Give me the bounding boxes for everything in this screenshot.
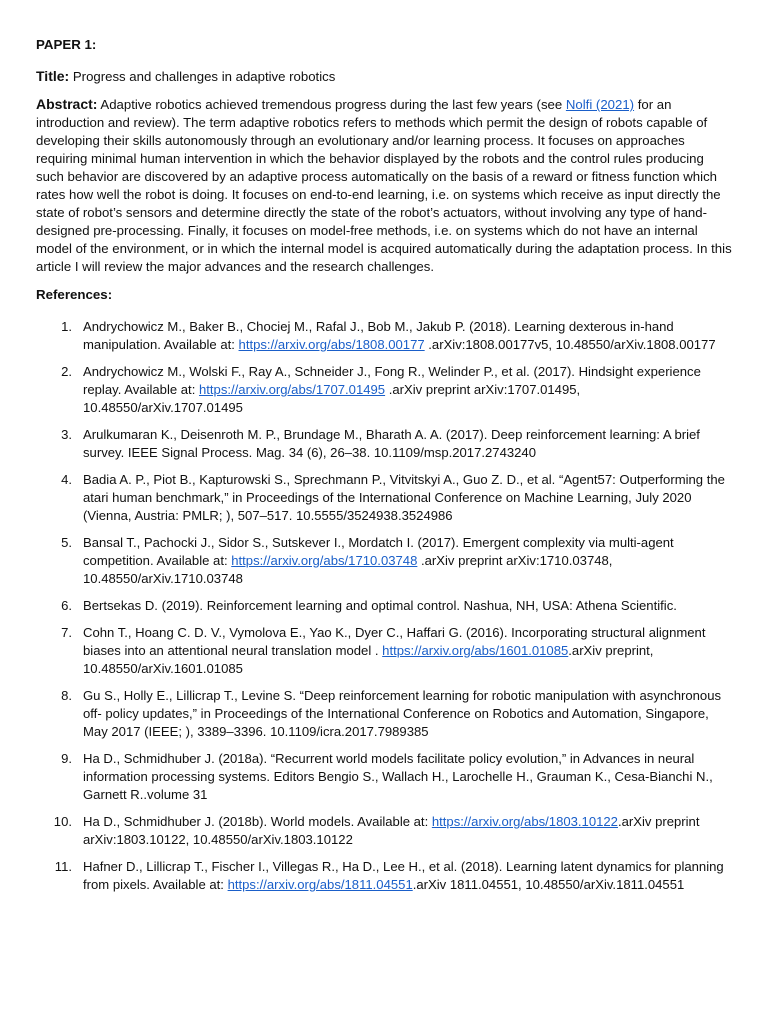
reference-number: 2. <box>61 364 72 379</box>
paper-label: PAPER 1: <box>36 37 97 52</box>
reference-text: Arulkumaran K., Deisenroth M. P., Brundage M., Bharath A. A. (2017). Deep reinforcement learning: A brief survey. IEEE Signal Process. Mag. 34 (6), 26–38. 10.1109/msp.2017.2743240 <box>83 427 700 460</box>
reference-text-after: .arXiv preprint arXiv:1803.10122, 10.48550/arXiv.1803.10122 <box>83 814 700 847</box>
reference-link[interactable]: https://arxiv.org/abs/1803.10122 <box>431 814 618 829</box>
reference-text: Bertsekas D. (2019). Reinforcement learning and optimal control. Nashua, NH, USA: Athena Scientific. <box>83 598 677 613</box>
reference-text-after: .arXiv preprint arXiv:1707.01495, 10.48550/arXiv.1707.01495 <box>83 382 581 415</box>
reference-text: Bansal T., Pachocki J., Sidor S., Sutskever I., Mordatch I. (2017). Emergent complexity via multi-agent competition. Available at: <box>83 535 674 568</box>
reference-text: Cohn T., Hoang C. D. V., Vymolova E., Yao K., Dyer C., Haffari G. (2016). Incorporating structural alignment biases into an attentional neural translation model . <box>83 625 706 658</box>
abstract-text-before-link: Adaptive robotics achieved tremendous progress during the last few years (see <box>100 97 566 112</box>
reference-item <box>61 597 732 615</box>
abstract-paragraph <box>36 95 732 276</box>
title-line <box>36 67 732 86</box>
nolfi-2021-link[interactable]: Nolfi (2021) <box>565 97 635 112</box>
reference-item <box>53 813 732 849</box>
reference-text: Gu S., Holly E., Lillicrap T., Levine S. “Deep reinforcement learning for robotic manipulation with asynchronous off- policy updates,” in Proceedings of the International Conference on Robotics and Automation, Singapore, May 2017 (IEEE; ), 3389–3396. 10.1109/icra.2017.7989385 <box>83 688 722 739</box>
reference-number: 7. <box>61 625 72 640</box>
reference-number: 1. <box>61 319 72 334</box>
title-label: Title: <box>36 68 70 84</box>
reference-number: 4. <box>61 472 72 487</box>
reference-item <box>61 318 732 354</box>
reference-number: 6. <box>61 598 72 613</box>
reference-link[interactable]: https://arxiv.org/abs/1811.04551 <box>227 877 413 892</box>
reference-item <box>61 426 732 462</box>
reference-item <box>61 687 732 741</box>
abstract-text-after-link: for an introduction and review). The term adaptive robotics refers to methods which permit the design of robots capable of developing their skills autonomously through an evolutionary and/or learning process. It focuses on approaches requiring minimal human intervention in which the behavior displayed by the robots and the control rules producing such behavior are discovered by an adaptive process automatically on the basis of a reward or fitness function which rates how well the robot is doing. It focuses on end-to-end learning, i.e. on systems which receive as input directly the state of robot’s sensors and determine directly the state of the robot’s actuators, without involving any type of hand-designed pre-processing. Finally, it focuses on model-free methods, i.e. on systems which do not have an internal model of the environment, or in which the internal model is acquired automatically during the adaptation process. In this article I will review the major advances and the research challenges. <box>36 97 732 274</box>
reference-item <box>54 858 732 894</box>
reference-number: 9. <box>61 751 72 766</box>
reference-link[interactable]: https://arxiv.org/abs/1710.03748 <box>231 553 418 568</box>
reference-link[interactable]: https://arxiv.org/abs/1808.00177 <box>238 337 425 352</box>
reference-item <box>61 471 732 525</box>
reference-item <box>61 534 732 588</box>
reference-link[interactable]: https://arxiv.org/abs/1601.01085 <box>382 643 569 658</box>
references-list <box>36 318 732 894</box>
reference-text: Ha D., Schmidhuber J. (2018b). World models. Available at: <box>83 814 432 829</box>
reference-text-after: .arXiv preprint arXiv:1710.03748, 10.48550/arXiv.1710.03748 <box>83 553 613 586</box>
title-text: Progress and challenges in adaptive robotics <box>72 69 336 84</box>
references-heading: References: <box>36 287 113 302</box>
reference-number: 8. <box>61 688 72 703</box>
reference-item <box>61 624 732 678</box>
reference-text-after: .arXiv 1811.04551, 10.48550/arXiv.1811.04551 <box>412 877 685 892</box>
reference-text: Ha D., Schmidhuber J. (2018a). “Recurrent world models facilitate policy evolution,” in Advances in neural information processing systems. Editors Bengio S., Wallach H., Larochelle H., Grauman K., Cesa-Bianchi N., Garnett R..volume 31 <box>83 751 713 802</box>
reference-number: 10. <box>53 814 72 829</box>
abstract-label: Abstract: <box>36 96 98 112</box>
reference-number: 3. <box>61 427 72 442</box>
reference-number: 11. <box>54 859 72 874</box>
reference-text: Andrychowicz M., Wolski F., Ray A., Schneider J., Fong R., Welinder P., et al. (2017). Hindsight experience replay. Available at: <box>83 364 701 397</box>
reference-link[interactable]: https://arxiv.org/abs/1707.01495 <box>198 382 386 397</box>
reference-item <box>61 750 732 804</box>
reference-text-after: .arXiv:1808.00177v5, 10.48550/arXiv.1808.00177 <box>424 337 716 352</box>
reference-text-after: .arXiv preprint, 10.48550/arXiv.1601.01085 <box>83 643 654 676</box>
reference-text: Hafner D., Lillicrap T., Fischer I., Villegas R., Ha D., Lee H., et al. (2018). Learning latent dynamics for planning from pixels. Available at: <box>83 859 724 892</box>
reference-item <box>61 363 732 417</box>
reference-text: Badia A. P., Piot B., Kapturowski S., Sprechmann P., Vitvitskyi A., Guo Z. D., et al. “Agent57: Outperforming the atari human benchmark,” in Proceedings of the International Conference on Machine Learning, July 2020 (Vienna, Austria: PMLR; ), 507–517. 10.5555/3524938.3524986 <box>83 472 725 523</box>
reference-number: 5. <box>61 535 72 550</box>
reference-text: Andrychowicz M., Baker B., Chociej M., Rafal J., Bob M., Jakub P. (2018). Learning dexterous in-hand manipulation. Available at: <box>83 319 674 352</box>
